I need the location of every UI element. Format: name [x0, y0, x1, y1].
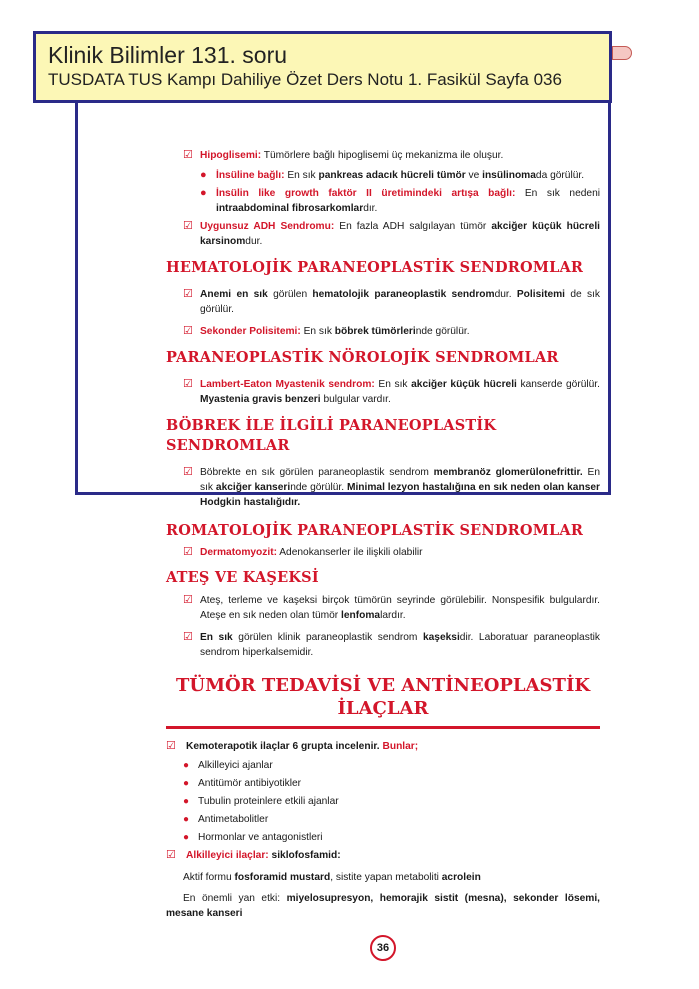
item-text: dır. [363, 203, 378, 214]
item-text: nde görülür. [290, 482, 347, 493]
item-bold: fosforamid mustard [234, 872, 331, 883]
item-text: En sık nedeni [515, 188, 600, 199]
item-text: En fazla ADH salgılayan tümör [334, 221, 492, 232]
bullet-icon: ● [183, 832, 190, 843]
item-label: Hipoglisemi: [200, 150, 262, 161]
checkbox-icon: ☑ [183, 288, 193, 300]
item-label: Dermatomyozit: [200, 547, 277, 558]
checkbox-icon: ☑ [183, 631, 193, 643]
item-bold: siklofosfamid: [271, 850, 341, 861]
title-line: TÜMÖR TEDAVİSİ VE ANTİNEOPLASTİK [175, 675, 591, 696]
bullet-icon: ● [183, 778, 190, 789]
item-text: Aktif formu [183, 872, 235, 883]
item-bold: akciğer küçük hücreli karsinom [200, 221, 600, 247]
item-text: görülen klinik paraneoplastik sendrom [232, 632, 423, 643]
item-label: Uygunsuz ADH Sendromu: [200, 221, 335, 232]
item-label: Bunlar; [382, 741, 419, 752]
overlay-frame [75, 95, 611, 495]
item-text: nde görülür. [415, 326, 470, 337]
neurologic-heading: PARANEOPLASTİK NÖROLOJİK SENDROMLAR [166, 349, 559, 366]
hematologic-heading: HEMATOLOJİK PARANEOPLASTİK SENDROMLAR [166, 259, 584, 276]
checkbox-icon: ☑ [183, 546, 193, 558]
item-bold: akciğer küçük hücreli [411, 379, 517, 390]
item-label: İnsüline bağlı: [216, 170, 285, 181]
item-bold: acrolein [441, 872, 481, 883]
fever-item [166, 593, 600, 623]
checkbox-icon: ☑ [183, 594, 193, 606]
header-title: Klinik Bilimler 131. soru [48, 42, 288, 68]
item-text: Ateş, terleme ve kaşeksi birçok tümörün seyrinde görülebilir. Nonspesifik bulgulardır. Ateşe en sık neden olan tümör [200, 595, 600, 621]
item-bold: Anemi en sık [200, 289, 268, 300]
side-effect-text [166, 891, 600, 921]
cachexia-item [166, 630, 600, 660]
item-text: En sık [284, 170, 319, 181]
bullet-icon: ● [183, 760, 190, 771]
drug-group-item [166, 830, 600, 845]
item-bold: hematolojik paraneoplastik sendrom [312, 289, 495, 300]
item-text: görülen [267, 289, 313, 300]
item-text: Tümörlere bağlı hipoglisemi üç mekanizma ile oluşur. [261, 150, 504, 161]
checkbox-icon: ☑ [166, 849, 176, 861]
item-text: Böbrekte en sık görülen paraneoplastik sendrom [200, 467, 434, 478]
drug-group-item [166, 794, 600, 809]
side-tab [612, 46, 632, 60]
drug-group-item [166, 758, 600, 773]
checkbox-icon: ☑ [183, 378, 193, 390]
item-text: dir. Laboratuar paraneoplastik sendrom hiperkalsemidir. [200, 632, 601, 658]
item-text: Adenokanserler ile ilişkili olabilir [276, 547, 423, 558]
bullet-icon: ● [200, 169, 207, 181]
dermatomyositis-item [166, 545, 600, 560]
item-bold: Myastenia gravis benzeri [200, 394, 321, 405]
alkylating-item [166, 848, 600, 863]
bullet-icon: ● [200, 187, 207, 199]
fever-cachexia-heading: ATEŞ VE KAŞEKSİ [166, 569, 319, 586]
item-text: de sık görülür. [200, 289, 600, 315]
item-bold: lenfoma [341, 610, 381, 621]
item-bold: kaşeksi [422, 632, 460, 643]
item-text: bulgular vardır. [320, 394, 391, 405]
item-label: Alkilleyici ilaçlar: [186, 850, 269, 861]
item-label: İnsülin like growth faktör II üretimindeki artışa bağlı: [216, 188, 516, 199]
treatment-title [166, 674, 600, 720]
bullet-icon: ● [183, 814, 190, 825]
item-bold: insülinoma [482, 170, 536, 181]
item-text: , sistite yapan metaboliti [330, 872, 442, 883]
checkbox-icon: ☑ [183, 220, 193, 232]
item-bold: pankreas adacık hücreli tümör [318, 170, 466, 181]
item-bold: Minimal lezyon hastalığına en sık neden olan kanser Hodgkin hastalığıdır. [200, 482, 600, 508]
item-text: dur. [494, 289, 517, 300]
item-text: En sık [300, 326, 335, 337]
drug-group-label: Tubulin proteinlere etkili ajanlar [198, 796, 339, 807]
item-bold: intraabdominal fibrosarkomlar [216, 203, 364, 214]
item-text: lardır. [380, 610, 406, 621]
item-text: kanserde görülür. [516, 379, 600, 390]
item-text: da görülür. [535, 170, 585, 181]
rheumatologic-heading: ROMATOLOJİK PARANEOPLASTİK SENDROMLAR [166, 522, 584, 539]
item-text: ve [465, 170, 483, 181]
item-text: dur. [245, 236, 263, 247]
item-bold: miyelosupresyon, hemorajik sistit (mesna), sekonder lösemi, mesane kanseri [166, 893, 600, 919]
drug-group-label: Antimetabolitler [198, 814, 269, 825]
header-subtitle: TUSDATA TUS Kampı Dahiliye Özet Ders Notu 1. Fasikül Sayfa 036 [48, 70, 562, 89]
drug-group-label: Hormonlar ve antagonistleri [198, 832, 323, 843]
drug-group-label: Alkilleyici ajanlar [198, 760, 273, 771]
checkbox-icon: ☑ [183, 466, 193, 478]
checkbox-icon: ☑ [183, 149, 193, 161]
renal-heading: BÖBREK İLE İLGİLİ PARANEOPLASTİK SENDROMLAR [166, 417, 497, 454]
item-bold: akciğer kanseri [215, 482, 291, 493]
active-form-text [166, 870, 600, 885]
chemo-intro [166, 739, 600, 754]
item-bold: böbrek tümörleri [334, 326, 416, 337]
title-line: İLAÇLAR [337, 698, 429, 719]
page-number: 36 [370, 935, 396, 961]
drug-group-item [166, 776, 600, 791]
item-bold: Polisitemi [516, 289, 566, 300]
title-rule [166, 726, 600, 729]
checkbox-icon: ☑ [166, 740, 176, 752]
item-label: Lambert-Eaton Myastenik sendrom: [200, 379, 375, 390]
item-text: En sık [374, 379, 412, 390]
item-bold: membranöz glomerülonefrittir. [433, 467, 583, 478]
question-header [33, 31, 612, 103]
bullet-icon: ● [183, 796, 190, 807]
checkbox-icon: ☑ [183, 325, 193, 337]
item-text: En önemli yan etki: [183, 893, 287, 904]
drug-group-item [166, 812, 600, 827]
item-bold: En sık [200, 632, 233, 643]
drug-group-list [166, 758, 600, 845]
item-text: En sık [200, 467, 600, 493]
item-bold: Kemoterapotik ilaçlar 6 grupta incelenir. [186, 741, 380, 752]
drug-group-label: Antitümör antibiyotikler [198, 778, 302, 789]
item-label: Sekonder Polisitemi: [200, 326, 301, 337]
